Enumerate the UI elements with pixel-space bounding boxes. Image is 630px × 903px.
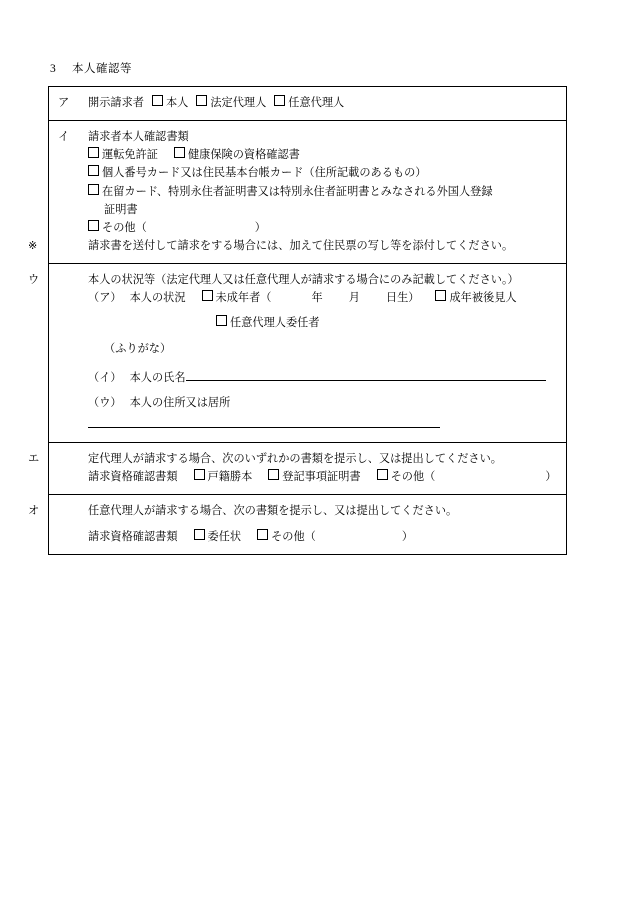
checkbox-ininjou-label: 委任状 xyxy=(207,530,242,543)
section-title: 本人確認等 xyxy=(72,63,132,75)
checkbox-sonota-paren-close: ） xyxy=(254,221,266,234)
sub-c-label: （ウ） xyxy=(88,396,122,409)
row-o-title: 任意代理人が請求する場合、次の書類を提示し、又は提出してください。 xyxy=(88,505,458,518)
row-u-sub-a-checkbox3-line xyxy=(58,314,557,332)
checkbox-zairyu-card[interactable] xyxy=(88,184,99,195)
checkbox-kojin-bangou-card[interactable] xyxy=(88,165,99,176)
row-i-item-2 xyxy=(58,164,557,182)
row-e-docs xyxy=(58,468,557,486)
row-o-docs xyxy=(58,528,557,546)
sub-c-title: 本人の住所又は居所 xyxy=(129,396,231,409)
table-row xyxy=(49,495,567,554)
row-a-title: 開示請求者 xyxy=(88,97,144,109)
row-u-sub-a xyxy=(58,289,557,307)
note-mark: ※ xyxy=(28,239,38,252)
row-o-doc-label: 請求資格確認書類 xyxy=(88,530,178,543)
row-i-label: イ xyxy=(58,131,70,144)
checkbox-unten-menkyo[interactable] xyxy=(88,147,99,158)
checkbox-kojin-bangou-card-label: 個人番号カード又は住民基本台帳カード（住所記載のあるもの） xyxy=(102,167,427,180)
checkbox-o-sonota[interactable] xyxy=(257,529,268,540)
sub-b-label: （イ） xyxy=(88,371,122,384)
row-e-cell xyxy=(28,443,567,495)
checkbox-nini-dairinin-ininsha-label: 任意代理人委任者 xyxy=(230,317,320,330)
checkbox-sonota-label: その他（ xyxy=(102,221,147,234)
table-row xyxy=(49,87,567,121)
row-u-label: ウ xyxy=(28,274,40,287)
checkbox-miseinensha-label: 未成年者（ xyxy=(215,292,272,305)
table-row xyxy=(49,121,567,264)
sub-a-month: 月 xyxy=(348,292,360,305)
sub-a-label: （ア） xyxy=(88,292,122,305)
row-o-paren-close: ） xyxy=(401,530,414,543)
page-title xyxy=(48,60,570,76)
row-u-sub-c xyxy=(58,394,557,434)
spacer xyxy=(58,521,557,528)
checkbox-ininjou[interactable] xyxy=(194,529,205,540)
spacer xyxy=(58,387,557,394)
sub-b-title: 本人の氏名 xyxy=(129,371,186,384)
row-i-cell xyxy=(28,121,567,264)
row-i-item-3-cont: 証明書 xyxy=(104,203,138,216)
sub-a-day: 日生） xyxy=(385,292,420,305)
spacer xyxy=(58,307,557,314)
sub-a-title: 本人の状況 xyxy=(129,292,186,305)
spacer xyxy=(58,358,557,365)
checkbox-nini-dairinin[interactable] xyxy=(274,95,285,106)
checkbox-seinen-hikoukennin-label: 成年被後見人 xyxy=(449,292,517,305)
checkbox-nini-dairinin-label: 任意代理人 xyxy=(288,97,345,109)
row-o-heading xyxy=(28,502,557,520)
row-a-label: ア xyxy=(58,97,70,109)
row-e-paren-close: ） xyxy=(545,471,557,484)
row-e-heading xyxy=(28,450,557,468)
honnin-jusho-input[interactable] xyxy=(88,412,440,428)
checkbox-kenko-hoken-label: 健康保険の資格確認書 xyxy=(187,149,300,162)
honnin-shimei-input[interactable] xyxy=(186,365,546,381)
table-row xyxy=(49,264,567,443)
note-text: 請求書を送付して請求をする場合には、加えて住民票の写し等を添付してください。 xyxy=(88,239,514,252)
checkbox-houtei-dairinin[interactable] xyxy=(196,95,207,106)
furigana-label: （ふりがな） xyxy=(104,342,172,355)
checkbox-o-sonota-label: その他（ xyxy=(271,530,316,543)
checkbox-touki-jikou[interactable] xyxy=(268,469,279,480)
row-u-sub-b xyxy=(58,365,557,387)
checkbox-zairyu-card-label: 在留カード、特別永住者証明書又は特別永住者証明書とみなされる外国人登録 xyxy=(102,185,493,198)
row-e-title: 定代理人が請求する場合、次のいずれかの書類を提示し、又は提出してください。 xyxy=(88,453,502,466)
row-i-title: 請求者本人確認書類 xyxy=(88,131,189,144)
checkbox-e-sonota-label: その他（ xyxy=(390,471,436,484)
checkbox-nini-dairinin-ininsha[interactable] xyxy=(216,315,227,326)
row-i-item-4 xyxy=(58,219,557,237)
row-e-label: エ xyxy=(28,453,40,466)
checkbox-koseki-tohon[interactable] xyxy=(194,469,205,480)
checkbox-miseinensha[interactable] xyxy=(202,290,213,301)
row-o-label: オ xyxy=(28,505,40,518)
row-a-cell xyxy=(49,87,567,121)
checkbox-touki-jikou-label: 登記事項証明書 xyxy=(282,471,361,484)
checkbox-sonota[interactable] xyxy=(88,220,99,231)
checkbox-unten-menkyo-label: 運転免許証 xyxy=(102,149,158,162)
row-o-cell xyxy=(28,495,567,554)
row-u-cell xyxy=(28,264,567,443)
row-i-item-1 xyxy=(58,146,557,164)
checkbox-honnin-label: 本人 xyxy=(165,97,189,109)
row-u-heading xyxy=(28,271,557,289)
row-i-note xyxy=(28,237,557,255)
checkbox-seinen-hikoukennin[interactable] xyxy=(435,290,446,301)
checkbox-honnin[interactable] xyxy=(152,95,163,106)
checkbox-koseki-tohon-label: 戸籍勝本 xyxy=(207,471,253,484)
checkbox-kenko-hoken[interactable] xyxy=(174,147,185,158)
row-i-item-3 xyxy=(58,183,557,201)
table-row xyxy=(49,443,567,495)
row-e-doc-label: 請求資格確認書類 xyxy=(88,471,178,484)
checkbox-e-sonota[interactable] xyxy=(377,469,388,480)
row-u-title: 本人の状況等（法定代理人又は任意代理人が請求する場合にのみ記載してください。） xyxy=(88,274,519,287)
checkbox-houtei-dairinin-label: 法定代理人 xyxy=(210,97,267,109)
sub-a-year: 年 xyxy=(311,292,323,305)
spacer xyxy=(58,333,557,340)
form-table xyxy=(28,86,567,555)
row-i-heading xyxy=(58,128,557,146)
section-number: 3 xyxy=(50,63,57,75)
